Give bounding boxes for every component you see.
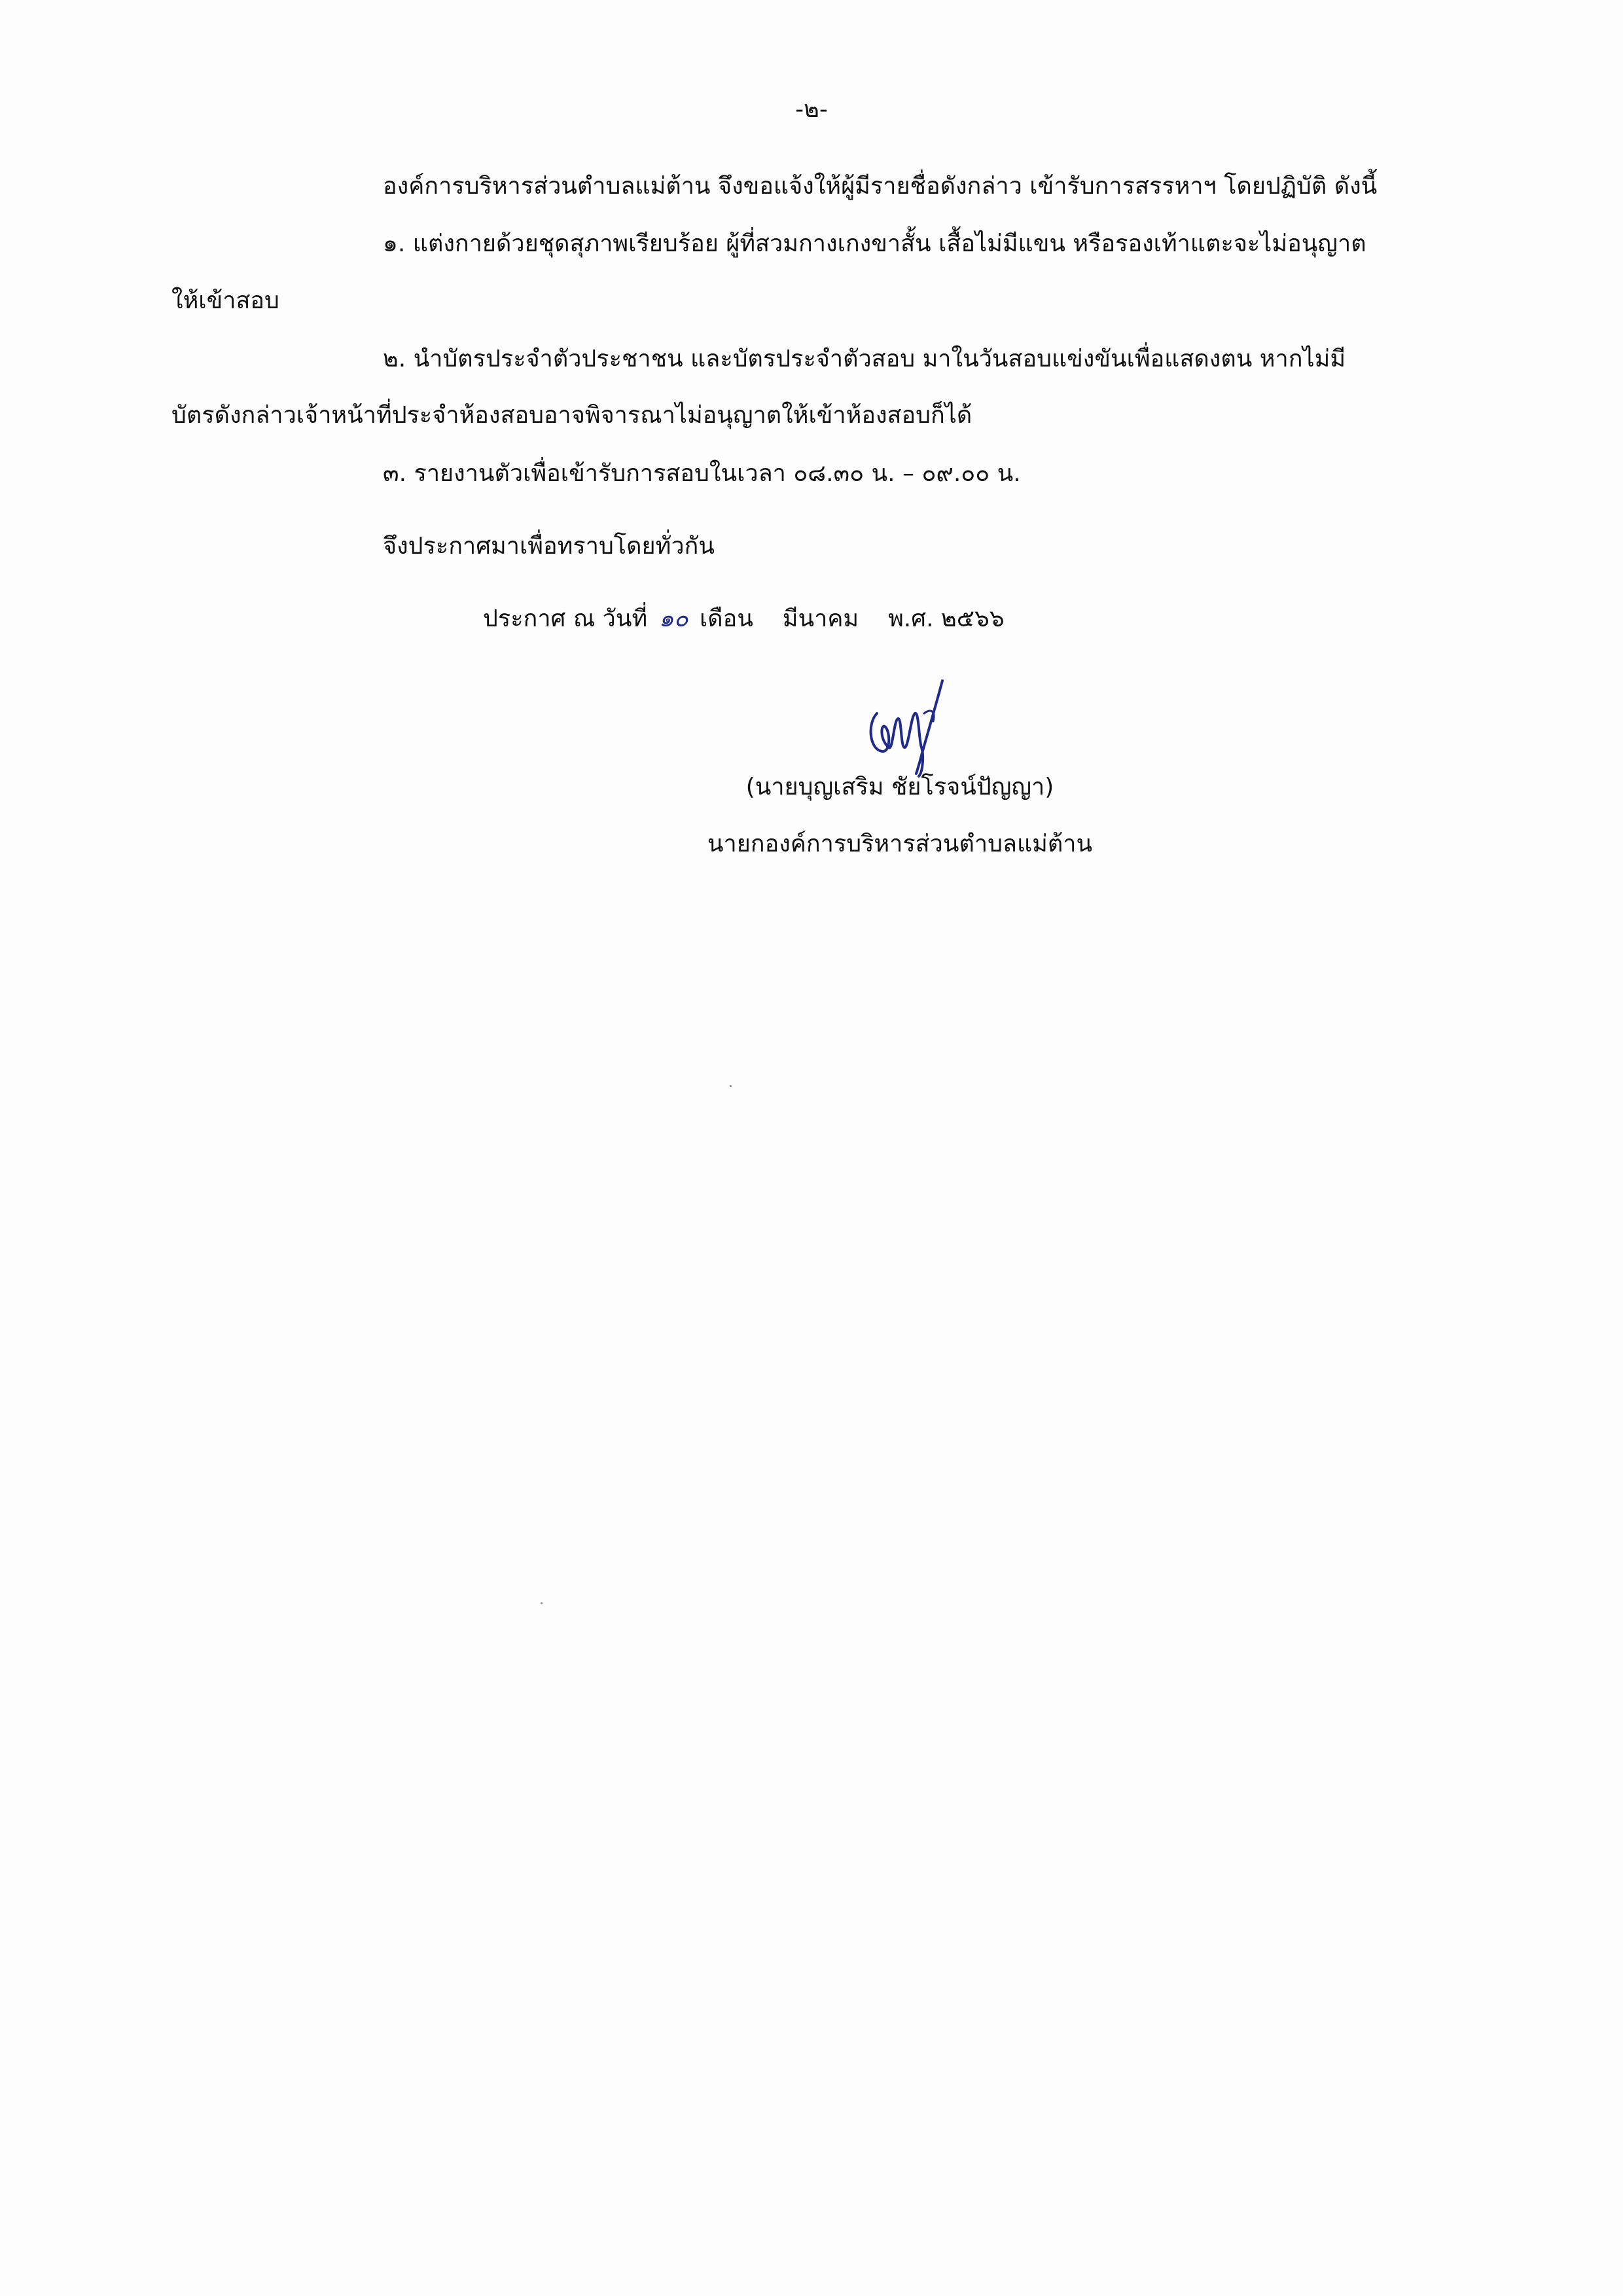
page-number: -๒- [795,96,828,123]
body-line-item-1: ๑. แต่งกายด้วยชุดสุภาพเรียบร้อย ผู้ที่สวมกางเกงขาสั้น เสื้อไม่มีแขน หรือรองเท้าแตะจะไม่อนุญาต [383,230,1366,257]
scan-speck [730,1085,732,1087]
date-prefix: ประกาศ ณ วันที่ [483,605,648,632]
announcement-date [483,603,1005,636]
handwritten-signature [851,674,995,779]
scan-speck [541,1602,543,1604]
date-year: พ.ศ. ๒๕๖๖ [888,605,1005,632]
signer-name: (นายบุญเสริม ชัยโรจน์ปัญญา) [745,774,1054,800]
body-line-item-3: ๓. รายงานตัวเพื่อเข้ารับการสอบในเวลา ๐๘.๓๐ น. – ๐๙.๐๐ น. [383,460,1021,487]
body-line-item-2: ๒. นำบัตรประจำตัวประชาชน และบัตรประจำตัวสอบ มาในวันสอบแข่งขันเพื่อแสดงตน หากไม่มี [383,346,1346,372]
date-month: มีนาคม [782,605,859,632]
date-day-handwritten: ๑๐ [658,605,688,632]
closing-statement: จึงประกาศมาเพื่อทราบโดยทั่วกัน [383,533,715,560]
date-month-label: เดือน [699,605,753,632]
body-line-intro: องค์การบริหารส่วนตำบลแม่ต้าน จึงขอแจ้งให้ผู้มีรายชื่อดังกล่าว เข้ารับการสรรหาฯ โดยปฏิบัติ ดังนี้ [383,173,1378,200]
body-line-item-2-continued: บัตรดังกล่าวเจ้าหน้าที่ประจำห้องสอบอาจพิจารณาไม่อนุญาตให้เข้าห้องสอบก็ได้ [171,402,972,429]
signer-title: นายกองค์การบริหารส่วนตำบลแม่ต้าน [707,831,1093,857]
body-line-item-1-continued: ให้เข้าสอบ [171,287,279,314]
